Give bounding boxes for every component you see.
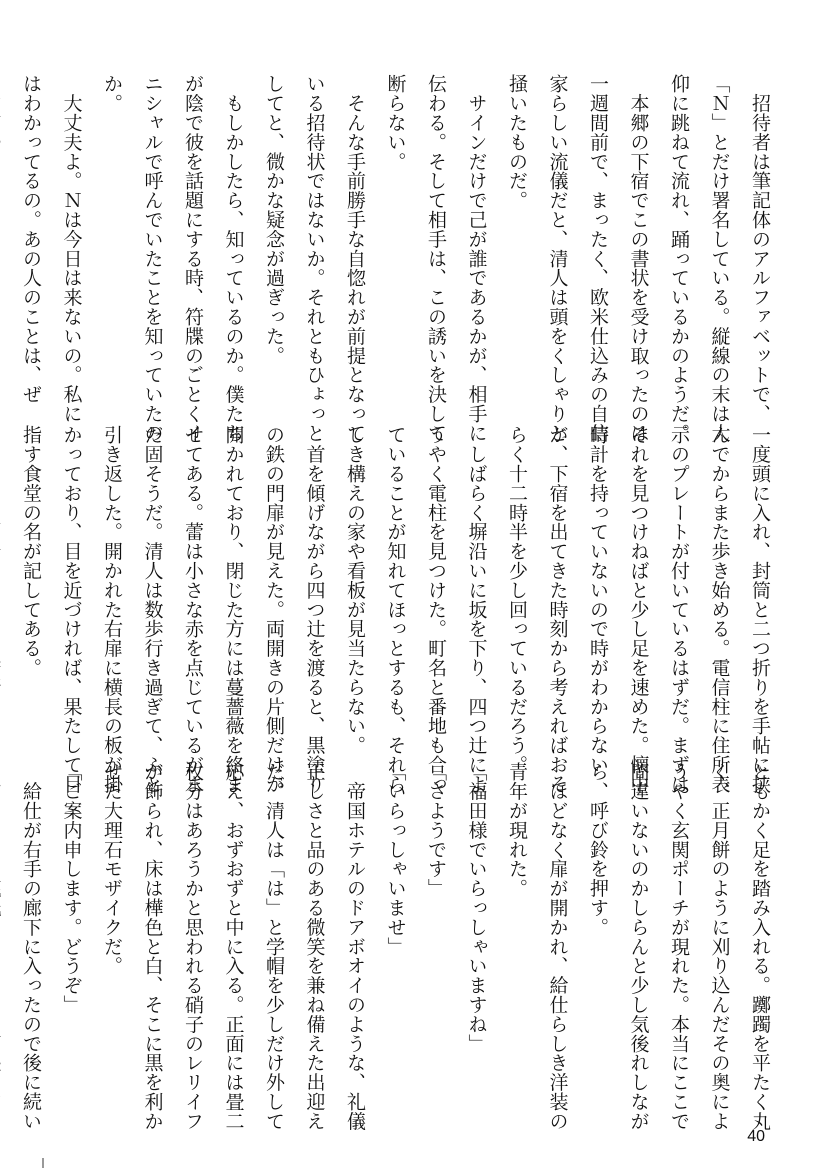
text-line: だ。清人は「は」と学帽を少しだけ外して <box>263 762 285 1131</box>
page-number: 40 <box>747 1128 765 1145</box>
text-line: 「いらっしゃいませ」 <box>384 762 407 956</box>
text-line: 応え、おずおずと中に入る。正面には畳二 <box>222 762 245 1131</box>
text-line: しばらく塀沿いに坂を下り、四つ辻によ <box>465 425 488 794</box>
text-line: か。 <box>101 74 123 113</box>
text-band-top <box>20 74 780 443</box>
text-line: 家らしい流儀だと、清人は頭をくしゃりと <box>546 74 569 443</box>
scan-mark <box>42 1158 44 1168</box>
text-line: く、正月餅のように刈り込んだその奥によ <box>708 762 731 1131</box>
text-line: しき構えの家や看板が見当たらない。 <box>344 425 366 755</box>
text-line: 招待者は筆記体のアルファベットで、 <box>749 74 771 424</box>
text-line: ていることが知れてほっとするも、それら <box>384 425 407 794</box>
text-line: 一度頭に入れ、封筒と二つ折りを手帖に挟 <box>749 425 771 794</box>
text-line: いる招待状ではないか。それともひょっと <box>303 74 326 443</box>
text-line: 時計を持っていないので時がわからない <box>587 425 609 775</box>
text-line: 引き返した。開かれた右扉に横長の板が掛 <box>101 425 123 794</box>
text-band-middle <box>20 425 780 794</box>
text-line: 仰に跳ねて流れ、踊っているかのようだ。 <box>668 74 690 443</box>
text-line: もしかしたら、知っているのか。僕たち <box>222 74 245 443</box>
text-line: が陰で彼を話題にする時、符牒のごとくイ <box>182 74 204 443</box>
text-line: 「ご案内申します。どうぞ」 <box>60 762 83 1015</box>
text-line: 首を傾げながら四つ辻を渡ると、黒塗り <box>303 425 326 794</box>
text-line: 指す食堂の名が記してある。 <box>20 425 42 678</box>
text-line: ともかく足を踏み入れる。躑躅を平たく丸 <box>749 762 771 1131</box>
text-line: が飾られ、床は樺色と白、そこに黒を利か <box>141 762 164 1131</box>
text-line: 帝国ホテルのドアボオイのような、礼儀 <box>344 762 366 1131</box>
text-line <box>0 425 11 750</box>
text-line: せた大理石モザイクだ。 <box>101 762 123 976</box>
text-line: 断らない。 <box>384 74 407 171</box>
text-line: 開かれており、閉じた方には蔓薔薇を絡ま <box>222 425 245 794</box>
text-line: かっており、目を近づければ、果たして目 <box>60 425 83 794</box>
text-line: 「Ｎ」とだけ署名している。縦線の末は大 <box>708 74 731 443</box>
text-line: うやく玄関ポーチが現れた。本当にここで <box>668 762 690 1131</box>
text-line: はわかってるの。あの人のことは、ぜ <box>20 74 42 404</box>
text-line: 示のプレートが付いているはずだ。まずは <box>668 425 690 794</box>
text-line: そんな手前勝手な自惚れが前提となって <box>344 74 366 443</box>
text-line: 間違いないのかしらんと少し気後れしなが <box>627 762 650 1131</box>
text-line: 「福田様でいらっしゃいますね」 <box>465 762 488 1053</box>
text-line: だ固そうだ。清人は数歩行き過ぎて、ふと <box>141 425 164 794</box>
text-line: 給仕が右手の廊下に入ったので後に続い <box>20 762 42 1131</box>
text-line: 本郷の下宿でこの書状を受け取ったのは <box>627 74 650 443</box>
text-line: 大丈夫よ。Ｎは今日は来ないの。私に <box>60 74 83 424</box>
text-line: が、下宿を出てきた時刻から考えればおそ <box>546 425 569 794</box>
text-line: 「さようです」 <box>425 762 447 898</box>
text-line: うやく電柱を見つけた。町名と番地も合っ <box>425 425 447 794</box>
text-line: 伝わる。そして相手は、この誘いを決して <box>425 74 447 443</box>
text-band-bottom <box>20 762 780 1131</box>
text-line: らく十二時半を少し回っているだろう。 <box>506 425 528 775</box>
text-line: の鉄の門扉が見えた。両開きの片側だけが <box>263 425 285 794</box>
text-line: 一週間前で、まったく、欧米仕込みの自信 <box>587 74 609 443</box>
text-line: 枚分はあろうかと思われる硝子のレリイフ <box>182 762 204 1131</box>
text-line: ほどなく扉が開かれ、給仕らしき洋装の <box>546 762 569 1131</box>
text-line: それを見つけねばと少し足を速めた。懐中 <box>627 425 650 794</box>
text-line <box>0 74 11 414</box>
text-line: サインだけで己が誰であるかが、相手に <box>465 74 488 443</box>
text-line: 青年が現れた。 <box>506 762 528 898</box>
text-line: ら、呼び鈴を押す。 <box>587 762 609 937</box>
text-line: せてある。蕾は小さな赤を点じているがま <box>182 425 204 794</box>
text-line <box>0 762 11 1092</box>
text-line: 正しさと品のある微笑を兼ね備えた出迎え <box>303 762 326 1131</box>
text-line: してと、微かな疑念が過ぎった。 <box>263 74 285 365</box>
text-line: ニシャルで呼んでいたことを知っていたの <box>141 74 164 443</box>
text-line: 掻いたものだ。 <box>506 74 528 210</box>
text-line: んでからまた歩き始める。電信柱に住所表 <box>708 425 731 794</box>
